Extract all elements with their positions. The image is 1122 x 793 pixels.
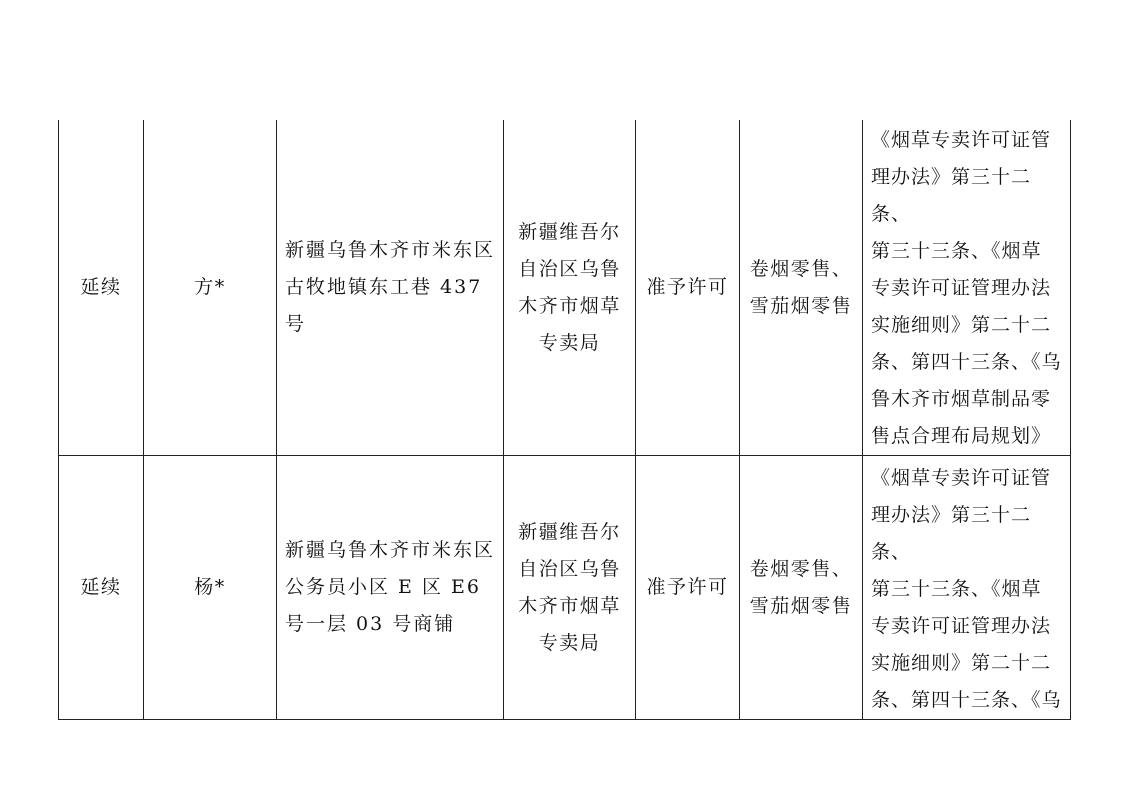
decision-cell: 准予许可 <box>636 456 740 720</box>
address-cell: 新疆乌鲁木齐市米东区古牧地镇东工巷 437 号 <box>277 120 504 456</box>
permit-type-cell: 延续 <box>59 456 144 720</box>
legal-basis-cell: 《烟草专卖许可证管 理办法》第三十二条、 第三十三条、《烟草 专卖许可证管理办法 实施细则》第二十二 条、第四十三条、《乌 <box>863 456 1071 720</box>
authority-cell: 新疆维吾尔 自治区乌鲁 木齐市烟草 专卖局 <box>504 456 636 720</box>
applicant-name-cell: 杨* <box>144 456 277 720</box>
applicant-name-cell: 方* <box>144 120 277 456</box>
permit-table <box>58 120 1071 720</box>
business-scope-cell: 卷烟零售、 雪茄烟零售 <box>740 120 863 456</box>
authority-cell: 新疆维吾尔 自治区乌鲁 木齐市烟草 专卖局 <box>504 120 636 456</box>
table-row <box>59 456 1071 720</box>
table-row <box>59 120 1071 456</box>
decision-cell: 准予许可 <box>636 120 740 456</box>
business-scope-cell: 卷烟零售、 雪茄烟零售 <box>740 456 863 720</box>
permit-type-cell: 延续 <box>59 120 144 456</box>
address-cell: 新疆乌鲁木齐市米东区公务员小区 E 区 E6 号一层 03 号商铺 <box>277 456 504 720</box>
legal-basis-cell: 《烟草专卖许可证管 理办法》第三十二条、 第三十三条、《烟草 专卖许可证管理办法 实施细则》第二十二 条、第四十三条、《乌 鲁木齐市烟草制品零 售点合理布局规划》 <box>863 120 1071 456</box>
